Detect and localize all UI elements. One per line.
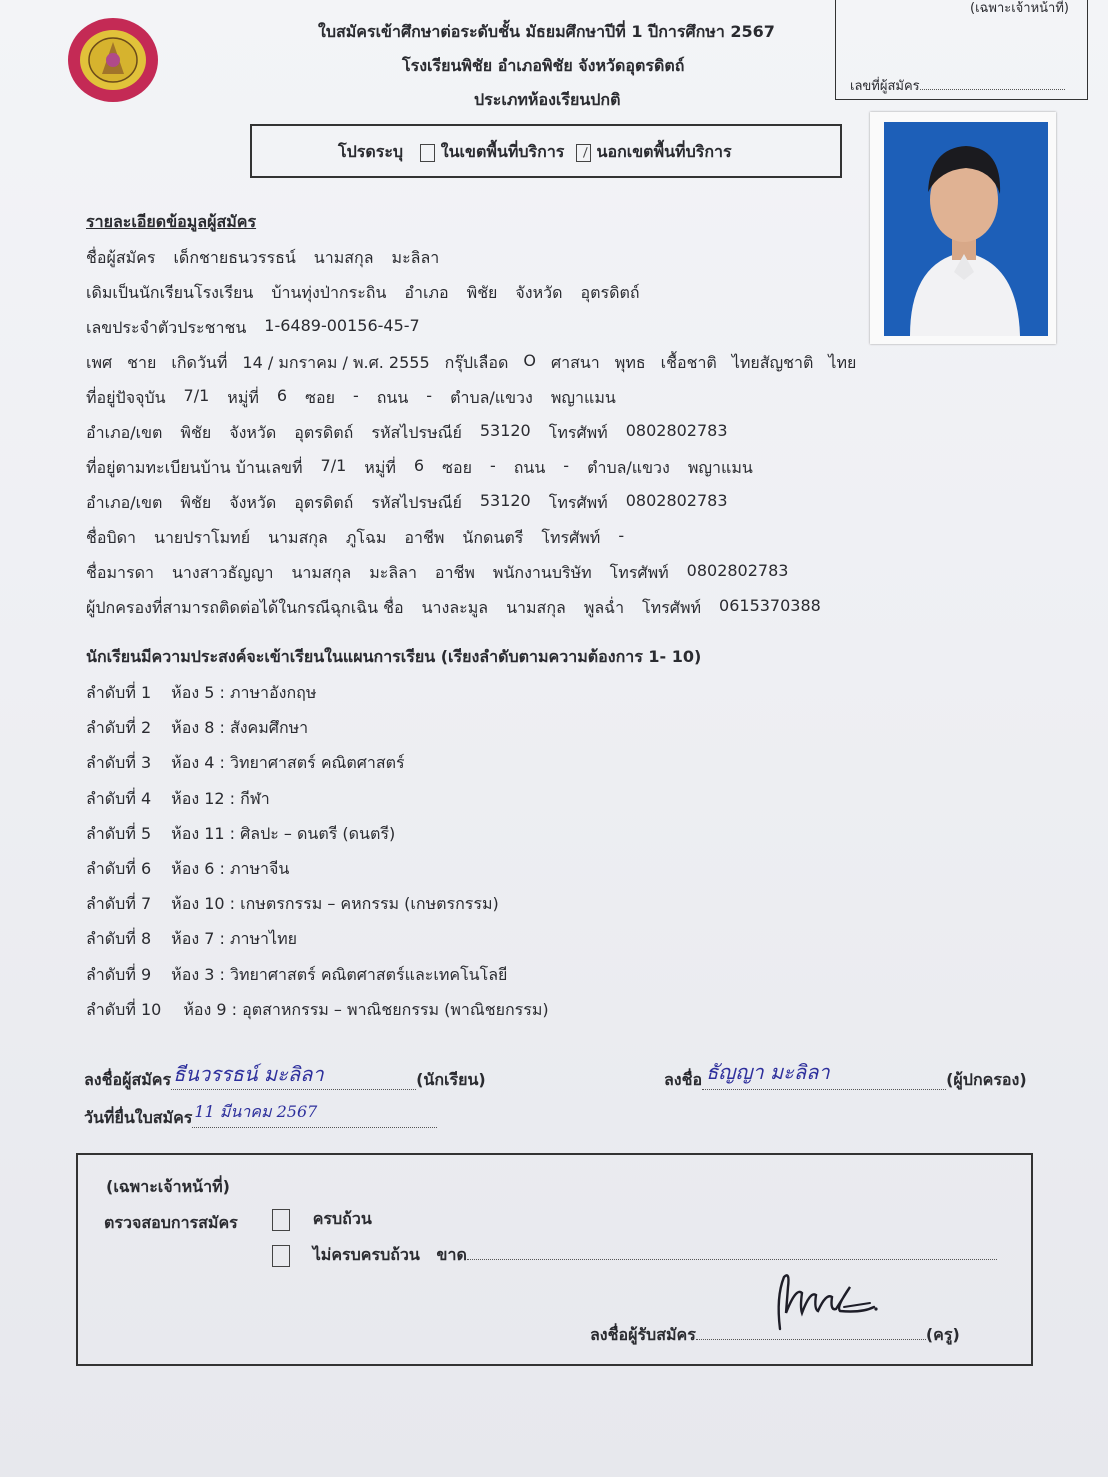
area-select-label: โปรดระบุ	[338, 142, 404, 161]
school-name: โรงเรียนพิชัย อำเภอพิชัย จังหวัดอุตรดิตถ์	[402, 56, 685, 75]
current-zip-label: รหัสไปรษณีย์	[371, 423, 462, 442]
applicant-name-row	[86, 246, 439, 271]
father-job-label: อาชีพ	[404, 528, 445, 547]
preference-rank: ลำดับที่ 10	[86, 999, 162, 1019]
preference-room: ห้อง 12 : กีฬา	[171, 788, 270, 808]
dob-value: 14 / มกราคม / พ.ศ. 2555	[242, 353, 430, 372]
check-application-label: ตรวจสอบการสมัคร	[104, 1213, 238, 1232]
dob-label: เกิดวันที่	[171, 353, 228, 372]
school-label: เดิมเป็นนักเรียนโรงเรียน	[86, 283, 254, 302]
current-house-no: 7/1	[183, 386, 210, 405]
current-province-label: จังหวัด	[229, 423, 277, 442]
sex-label: เพศ	[86, 353, 113, 372]
surname-value: มะลิลา	[391, 248, 440, 267]
in-area-label: ในเขตพื้นที่บริการ	[440, 142, 565, 161]
father-name: นายปราโมทย์	[154, 528, 251, 547]
current-phone-label: โทรศัพท์	[548, 423, 608, 442]
preference-rank: ลำดับที่ 1	[86, 683, 152, 702]
applicant-signature-line	[84, 1062, 486, 1093]
guardian-signature: ธัญญา มะลิลา	[706, 1060, 830, 1084]
receiver-role: (ครู)	[925, 1325, 960, 1344]
current-address-row-1	[86, 386, 616, 411]
current-address-row-2	[86, 421, 728, 446]
preference-item	[86, 998, 549, 1023]
school-province-label: จังหวัด	[515, 283, 563, 302]
office-only-label: (เฉพาะเจ้าหน้าที่)	[970, 1, 1069, 16]
surname-label: นามสกุล	[313, 248, 374, 267]
out-area-label: นอกเขตพื้นที่บริการ	[596, 142, 732, 161]
school-logo	[66, 16, 160, 104]
citizen-id-value: 1-6489-00156-45-7	[264, 316, 420, 335]
preference-room: ห้อง 11 : ศิลปะ – ดนตรี (ดนตรี)	[171, 823, 396, 843]
preference-item	[86, 927, 297, 952]
registered-province-label: จังหวัด	[229, 493, 277, 512]
registered-moo-label: หมู่ที่	[364, 458, 396, 477]
registered-phone-label: โทรศัพท์	[548, 493, 608, 512]
guardian-name: นางละมูล	[421, 598, 489, 617]
citizen-id-label: เลขประจำตัวประชาชน	[86, 318, 247, 337]
guardian-signature-line	[664, 1060, 1027, 1093]
current-moo-label: หมู่ที่	[227, 388, 259, 407]
father-phone: -	[618, 526, 625, 545]
preference-item	[86, 751, 405, 776]
father-phone-label: โทรศัพท์	[541, 528, 601, 547]
incomplete-checkbox[interactable]	[272, 1245, 290, 1267]
race-label: เชื้อชาติ	[660, 353, 717, 372]
mother-phone-label: โทรศัพท์	[609, 563, 669, 582]
father-surname-label: นามสกุล	[268, 528, 328, 547]
registered-district: พิชัย	[180, 493, 212, 512]
guardian-phone: 0615370388	[719, 596, 821, 615]
area-select-box	[250, 124, 842, 178]
religion-value: พุทธ	[614, 353, 646, 372]
preference-rank: ลำดับที่ 5	[86, 823, 152, 843]
preference-room: ห้อง 10 : เกษตรกรรม – คหกรรม (เกษตรกรรม)	[171, 894, 499, 914]
school-district-value: พิชัย	[466, 283, 498, 302]
registered-address-label: ที่อยู่ตามทะเบียนบ้าน บ้านเลขที่	[86, 458, 303, 477]
guardian-phone-label: โทรศัพท์	[642, 598, 702, 617]
mother-row	[86, 561, 788, 586]
preference-room: ห้อง 9 : อุตสาหกรรม – พาณิชยกรรม (พาณิชยกรรม)	[183, 999, 549, 1019]
receiver-label: ลงชื่อผู้รับสมัคร	[590, 1325, 696, 1344]
sex-value: ชาย	[127, 353, 157, 372]
registered-moo: 6	[413, 456, 425, 475]
current-province: อุตรดิตถ์	[294, 423, 354, 442]
mother-surname-label: นามสกุล	[291, 563, 352, 582]
guardian-row	[86, 596, 821, 621]
current-zip: 53120	[479, 421, 531, 440]
registered-address-row-1	[86, 456, 753, 481]
in-area-checkbox[interactable]	[420, 144, 435, 162]
preference-rank: ลำดับที่ 9	[86, 964, 152, 984]
personal-info-row	[86, 351, 856, 376]
applicant-photo	[870, 112, 1056, 344]
current-soi-label: ซอย	[305, 388, 335, 407]
registered-subdistrict: พญาแมน	[687, 458, 753, 477]
complete-checkbox[interactable]	[272, 1209, 290, 1231]
preference-room: ห้อง 5 : ภาษาอังกฤษ	[171, 683, 317, 702]
mother-label: ชื่อมารดา	[86, 563, 154, 582]
father-label: ชื่อบิดา	[86, 528, 136, 547]
preference-room: ห้อง 6 : ภาษาจีน	[171, 859, 290, 878]
father-surname: ภูโฉม	[345, 528, 387, 547]
missing-field[interactable]	[467, 1245, 997, 1260]
current-district-label: อำเภอ/เขต	[86, 423, 163, 442]
applicant-signature-label: ลงชื่อผู้สมัคร	[84, 1070, 172, 1089]
staff-only-title: (เฉพาะเจ้าหน้าที่)	[106, 1177, 230, 1196]
blood-value: O	[523, 351, 536, 370]
guardian-surname-label: นามสกุล	[506, 598, 566, 617]
current-address-label: ที่อยู่ปัจจุบัน	[86, 388, 166, 407]
preferences-title: นักเรียนมีความประสงค์จะเข้าเรียนในแผนการเรียน (เรียงลำดับตามความต้องการ 1- 10)	[86, 647, 702, 666]
preference-item	[86, 822, 395, 847]
race-value: ไทยสัญชาติ	[731, 353, 814, 372]
preference-item	[86, 892, 499, 917]
application-date-hand: 11 มีนาคม 2567	[194, 1102, 318, 1121]
registered-soi: -	[489, 456, 496, 475]
applicant-role: (นักเรียน)	[416, 1070, 486, 1089]
registered-road: -	[563, 456, 570, 475]
previous-school-row	[86, 281, 640, 306]
preference-room: ห้อง 3 : วิทยาศาสตร์ คณิตศาสตร์และเทคโนโลยี	[171, 964, 508, 984]
guardian-signature-field[interactable]	[702, 1060, 946, 1090]
preference-rank: ลำดับที่ 6	[86, 859, 152, 878]
current-road-label: ถนน	[376, 388, 409, 407]
preference-item	[86, 787, 270, 812]
application-date-line	[84, 1102, 437, 1131]
applicant-signature-field[interactable]	[171, 1062, 416, 1090]
father-job: นักดนตรี	[462, 528, 524, 547]
out-area-checkbox[interactable]	[576, 144, 591, 162]
guardian-signature-label: ลงชื่อ	[664, 1070, 703, 1089]
current-district: พิชัย	[180, 423, 212, 442]
form-title: ใบสมัครเข้าศึกษาต่อระดับชั้น มัธยมศึกษาปีที่ 1 ปีการศึกษา 2567	[318, 22, 775, 41]
religion-label: ศาสนา	[550, 353, 600, 372]
preference-room: ห้อง 8 : สังคมศึกษา	[171, 718, 309, 738]
guardian-label: ผู้ปกครองที่สามารถติดต่อได้ในกรณีฉุกเฉิน ชื่อ	[86, 598, 404, 617]
name-value: เด็กชายธนวรรธน์	[173, 248, 296, 267]
current-soi: -	[352, 386, 359, 405]
office-only-box	[835, 0, 1088, 100]
applicant-no-field[interactable]	[920, 75, 1065, 90]
mother-job-label: อาชีพ	[434, 563, 475, 582]
preference-item	[86, 716, 308, 741]
applicant-signature: ธีนวรรธน์ มะลิลา	[173, 1062, 324, 1086]
receiver-signature	[766, 1267, 886, 1337]
incomplete-label: ไม่ครบครบถ้วน	[312, 1245, 420, 1264]
preference-rank: ลำดับที่ 2	[86, 718, 152, 738]
preference-rank: ลำดับที่ 7	[86, 894, 152, 914]
blood-label: กรุ๊ปเลือด	[444, 353, 509, 372]
school-district-label: อำเภอ	[404, 283, 449, 302]
mother-name: นางสาวธัญญา	[171, 563, 274, 582]
application-date-field[interactable]	[192, 1102, 437, 1128]
school-value: บ้านทุ่งป่ากระถิน	[271, 283, 387, 302]
mother-phone: 0802802783	[686, 561, 789, 580]
section-title-applicant: รายละเอียดข้อมูลผู้สมัคร	[86, 212, 257, 231]
current-moo: 6	[276, 386, 288, 405]
father-row	[86, 526, 624, 551]
preference-rank: ลำดับที่ 4	[86, 788, 152, 808]
registered-district-label: อำเภอ/เขต	[86, 493, 163, 512]
registered-address-row-2	[86, 491, 728, 516]
missing-label: ขาด	[436, 1245, 467, 1264]
mother-job: พนักงานบริษัท	[492, 563, 592, 582]
complete-label: ครบถ้วน	[312, 1209, 372, 1228]
staff-only-box	[76, 1153, 1033, 1366]
application-date-label: วันที่ยื่นใบสมัคร	[84, 1108, 193, 1127]
preference-rank: ลำดับที่ 3	[86, 753, 152, 773]
preference-room: ห้อง 4 : วิทยาศาสตร์ คณิตศาสตร์	[171, 753, 405, 773]
guardian-surname: พูลฉ่ำ	[583, 598, 625, 617]
preference-item	[86, 857, 289, 882]
preference-room: ห้อง 7 : ภาษาไทย	[171, 929, 297, 949]
mother-surname: มะลิลา	[369, 563, 417, 582]
registered-house-no: 7/1	[320, 456, 347, 475]
name-label: ชื่อผู้สมัคร	[86, 248, 156, 267]
current-road: -	[426, 386, 433, 405]
registered-phone: 0802802783	[625, 491, 728, 510]
registered-zip: 53120	[479, 491, 531, 510]
preference-item	[86, 963, 507, 988]
current-subdistrict-label: ตำบล/แขวง	[450, 388, 533, 407]
preference-rank: ลำดับที่ 8	[86, 929, 152, 949]
school-province-value: อุตรดิตถ์	[580, 283, 640, 302]
nationality-value: ไทย	[828, 353, 857, 372]
current-subdistrict: พญาแมน	[550, 388, 616, 407]
preference-item	[86, 681, 316, 706]
registered-soi-label: ซอย	[442, 458, 472, 477]
registered-zip-label: รหัสไปรษณีย์	[371, 493, 462, 512]
registered-subdistrict-label: ตำบล/แขวง	[587, 458, 670, 477]
current-phone: 0802802783	[625, 421, 728, 440]
guardian-role: (ผู้ปกครอง)	[946, 1070, 1027, 1089]
applicant-no-label: เลขที่ผู้สมัคร	[850, 79, 920, 94]
citizen-id-row	[86, 316, 420, 341]
class-type: ประเภทห้องเรียนปกติ	[474, 90, 621, 109]
registered-province: อุตรดิตถ์	[294, 493, 354, 512]
registered-road-label: ถนน	[513, 458, 546, 477]
